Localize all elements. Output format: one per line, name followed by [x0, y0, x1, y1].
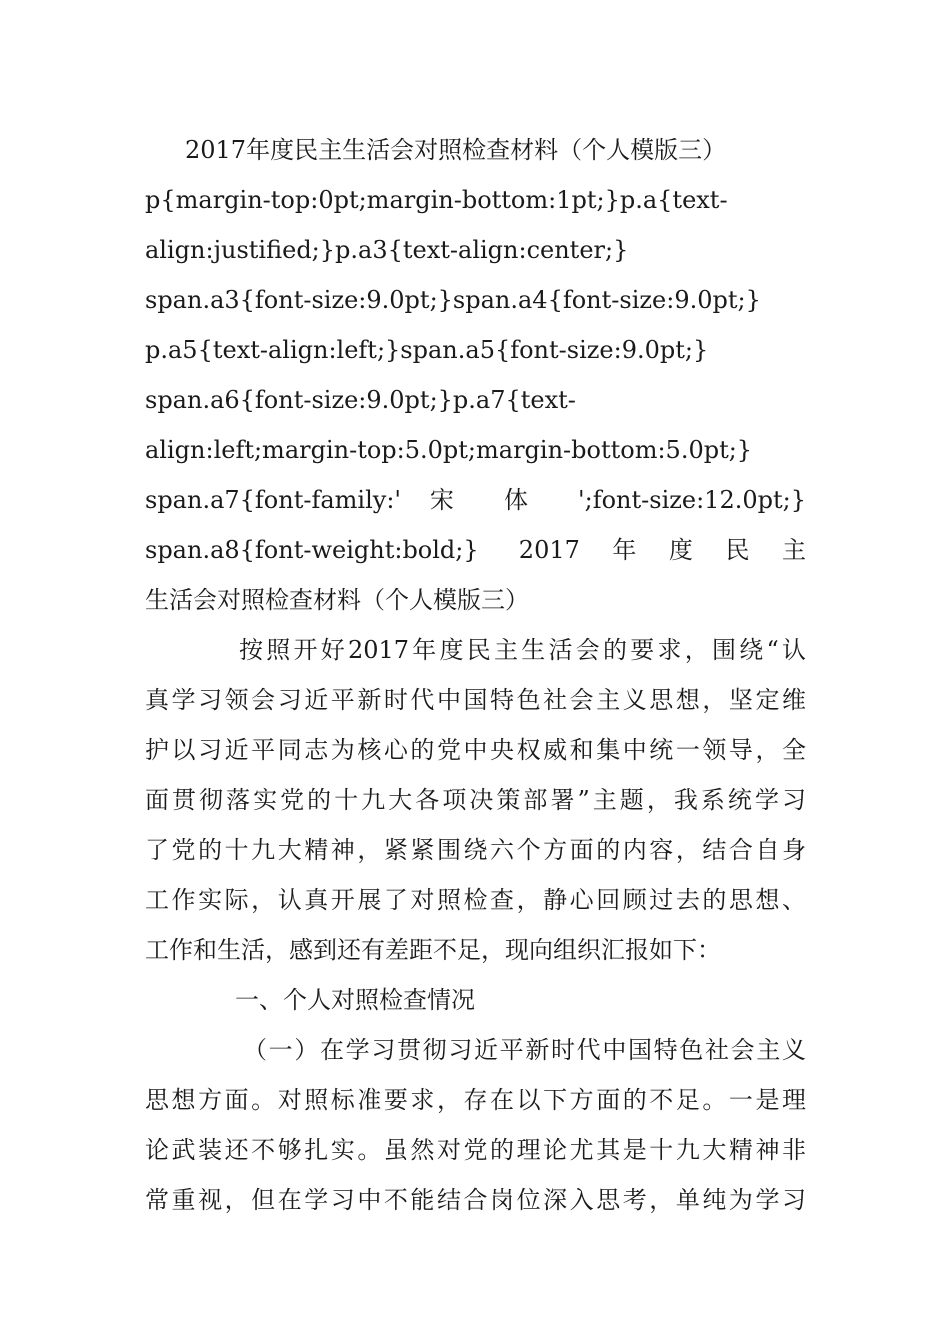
doc-title-repeat: 生活会对照检查材料（个人模版三） — [145, 586, 529, 614]
subsection-line: （一）在学习贯彻习近平新时代中国特色社会主义 — [243, 1036, 806, 1064]
paragraph-line: 论武装还不够扎实。虽然对党的理论尤其是十九大精神非 — [145, 1136, 806, 1164]
css-text-line: span.a7{font-family:' 宋 体 ';font-size:12.0pt;} — [145, 486, 806, 514]
paragraph-line: 工作和生活，感到还有差距不足，现向组织汇报如下： — [145, 936, 721, 964]
css-text-line: span.a6{font-size:9.0pt;}p.a7{text- — [145, 386, 576, 414]
css-text-line: span.a8{font-weight:bold;} 2017年度民主 — [145, 536, 806, 564]
css-text-line: p.a5{text-align:left;}span.a5{font-size:9.0pt;} — [145, 336, 709, 364]
section-heading: 一、个人对照检查情况 — [235, 986, 475, 1014]
css-text-line: align:justified;}p.a3{text-align:center;} — [145, 236, 629, 264]
css-text-line: align:left;margin-top:5.0pt;margin-bottom:5.0pt;} — [145, 436, 753, 464]
css-text-line: p{margin-top:0pt;margin-bottom:1pt;}p.a{text- — [145, 186, 728, 214]
paragraph-line: 工作实际，认真开展了对照检查，静心回顾过去的思想、 — [145, 886, 806, 914]
paragraph-line: 了党的十九大精神，紧紧围绕六个方面的内容，结合自身 — [145, 836, 806, 864]
doc-title: 2017年度民主生活会对照检查材料（个人模版三） — [185, 136, 727, 164]
paragraph-line: 真学习领会习近平新时代中国特色社会主义思想，坚定维 — [145, 686, 806, 714]
document-page — [145, 125, 806, 1225]
paragraph-line: 常重视，但在学习中不能结合岗位深入思考，单纯为学习 — [145, 1186, 806, 1214]
paragraph-line: 面贯彻落实党的十九大各项决策部署”主题，我系统学习 — [145, 786, 806, 814]
css-text-line: span.a3{font-size:9.0pt;}span.a4{font-size:9.0pt;} — [145, 286, 761, 314]
paragraph-line: 思想方面。对照标准要求，存在以下方面的不足。一是理 — [145, 1086, 806, 1114]
paragraph-line: 护以习近平同志为核心的党中央权威和集中统一领导，全 — [145, 736, 806, 764]
paragraph-line: 按照开好2017年度民主生活会的要求，围绕“认 — [239, 636, 806, 664]
